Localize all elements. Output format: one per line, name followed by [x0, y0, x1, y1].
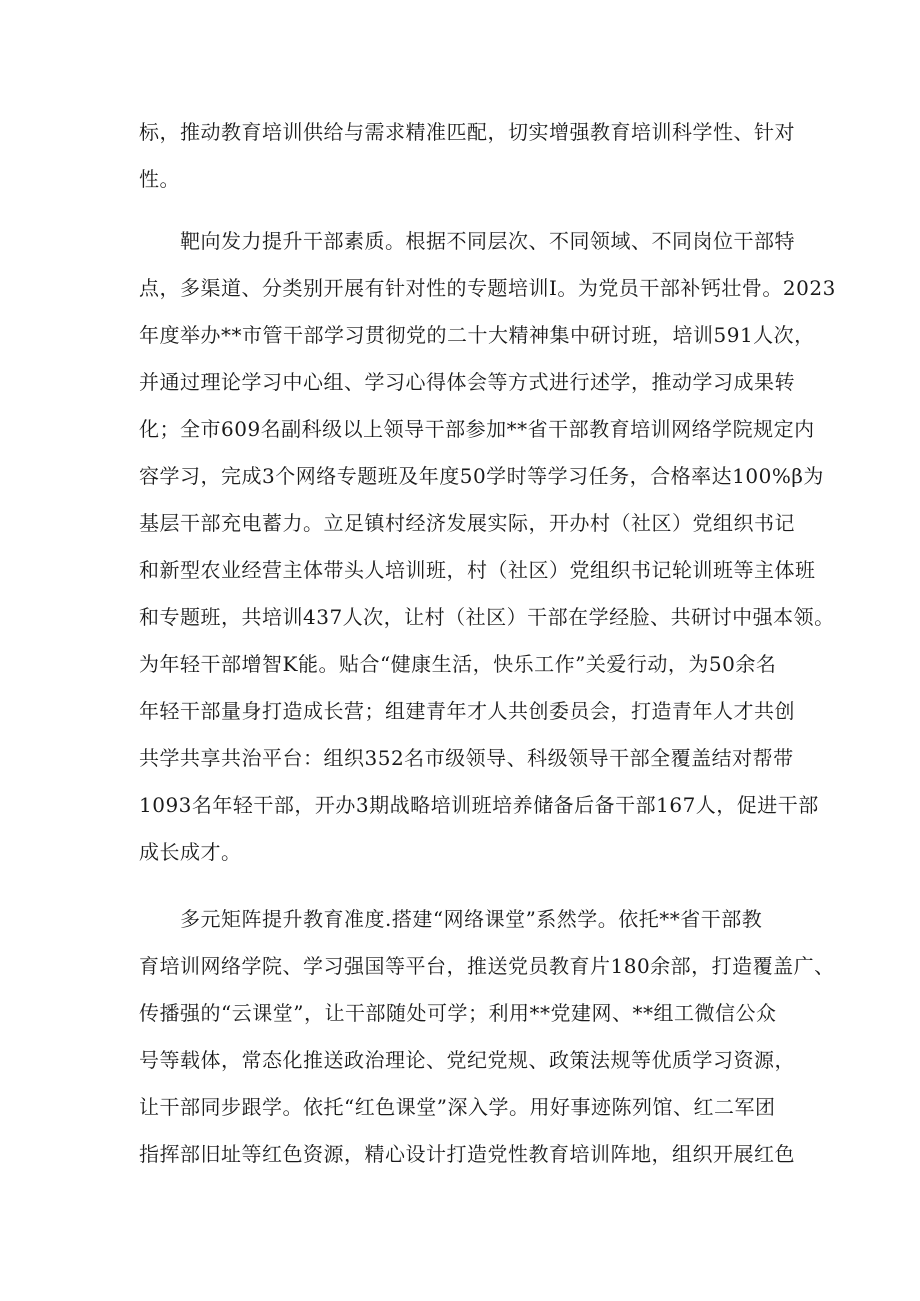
- text-line: 基层干部充电蓄力。立足镇村经济发展实际，开办村（社区）党组织书记: [139, 511, 795, 535]
- text-line: 育培训网络学院、学习强国等平台，推送党员教育片180余部，打造覆盖广、: [139, 954, 835, 978]
- text-line: 共学共享共治平台：组织352名市级领导、科级领导干部全覆盖结对帮带: [139, 746, 794, 770]
- text-line: 并通过理论学习中心组、学习心得体会等方式进行述学，推动学习成果转: [139, 370, 795, 394]
- text-line: 化；全市609名副科级以上领导干部参加**省干部教育培训网络学院规定内: [139, 417, 815, 441]
- text-line: 点，多渠道、分类别开展有针对性的专题培训I。为党员干部补钙壮骨。2023: [139, 276, 836, 300]
- text-line: 性。: [139, 167, 180, 191]
- text-line: 1093名年轻干部，开办3期战略培训班培养储备后备干部167人，促进干部: [139, 793, 819, 817]
- text-line: 让干部同步跟学。依托“红色课堂”深入学。用好事迹陈列馆、红二军团: [139, 1095, 776, 1119]
- text-line: 传播强的“云课堂”，让干部随处可学；利用**党建网、**组工微信公众: [139, 1001, 777, 1025]
- text-line: 为年轻干部增智K能。贴合“健康生活，快乐工作”关爱行动，为50余名: [139, 652, 777, 676]
- text-line: 容学习，完成3个网络专题班及年度50学时等学习任务，合格率达100%β为: [139, 464, 824, 488]
- text-line: 和新型农业经营主体带头人培训班，村（社区）党组织书记轮训班等主体班: [139, 558, 816, 582]
- paragraph-first-line: 多元矩阵提升教育准度.搭建“网络课堂”系然学。依托**省干部教: [180, 907, 763, 931]
- text-line: 指挥部旧址等红色资源，精心设计打造党性教育培训阵地，组织开展红色: [139, 1142, 795, 1166]
- paragraph-first-line: 靶向发力提升干部素质。根据不同层次、不同领域、不同岗位干部特: [180, 229, 795, 253]
- text-line: 年度举办**市管干部学习贯彻党的二十大精神集中研讨班，培训591人次，: [139, 323, 815, 347]
- text-line: 成长成才。: [139, 840, 242, 864]
- text-line: 号等载体，常态化推送政治理论、党纪党规、政策法规等优质学习资源，: [139, 1048, 795, 1072]
- text-line: 和专题班，共培训437人次，让村（社区）干部在学经脸、共研讨中强本领。: [139, 605, 835, 629]
- text-line: 年轻干部量身打造成长营；组建青年才人共创委员会，打造青年人才共创: [139, 699, 795, 723]
- text-line: 标，推动教育培训供给与需求精准匹配，切实增强教育培训科学性、针对: [139, 120, 795, 144]
